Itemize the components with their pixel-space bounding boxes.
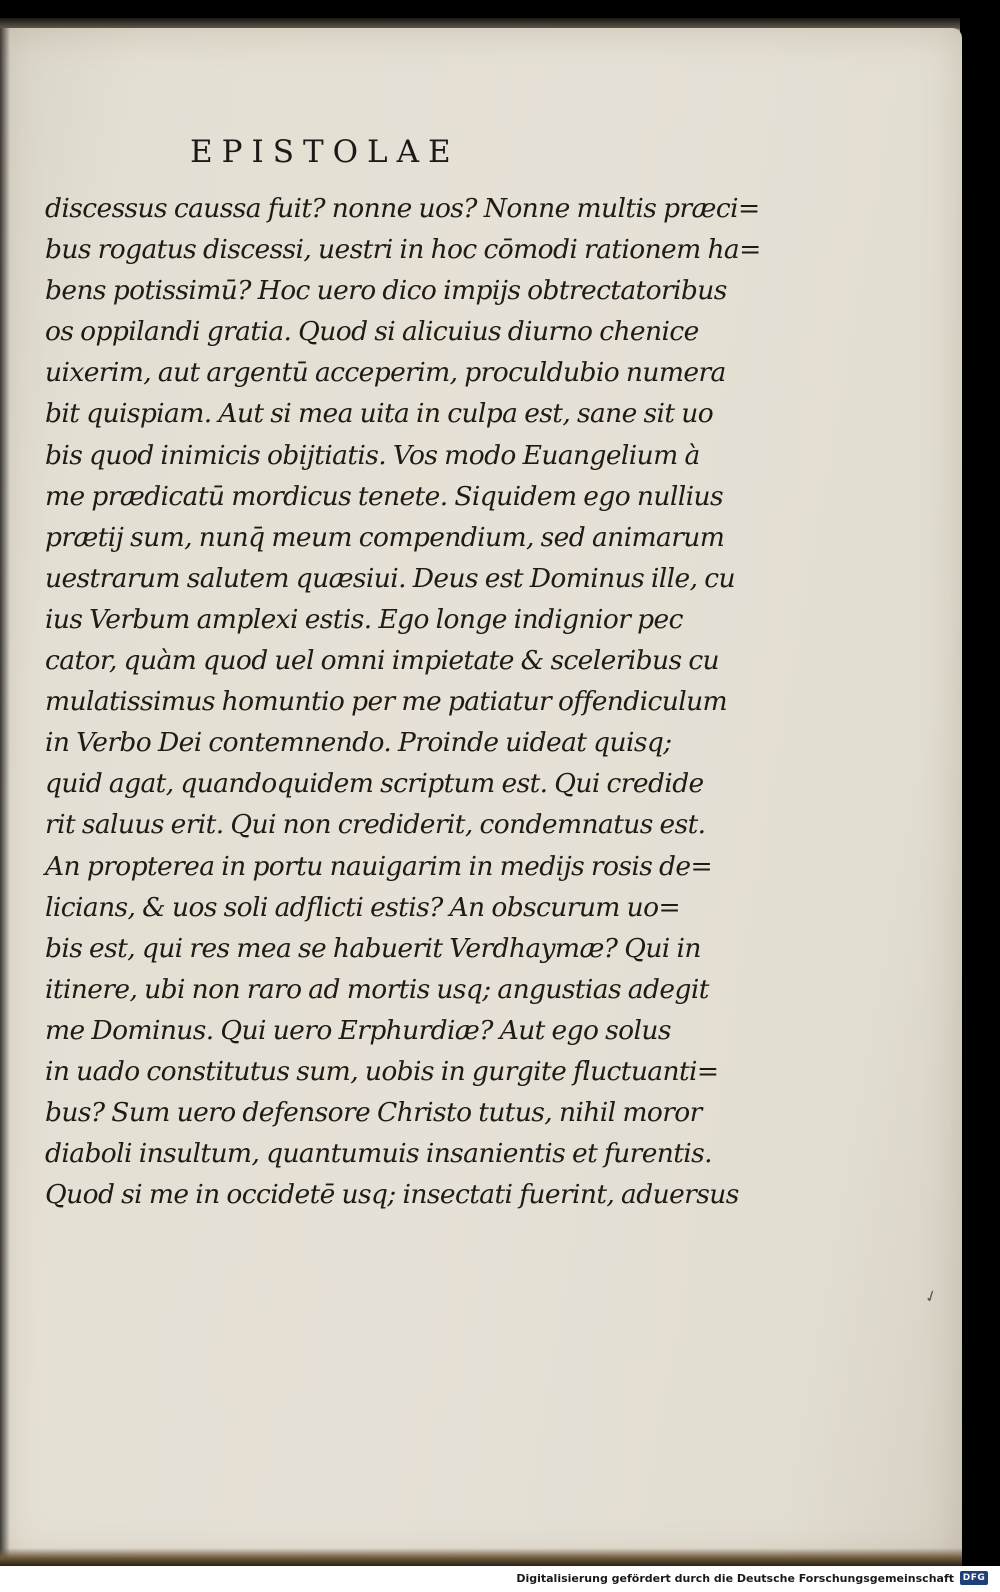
text-line: prætij sum, nunq̄ meum compendium, sed animarum <box>45 521 725 553</box>
running-head: EPISTOLAE <box>190 134 460 170</box>
text-line: licians, & uos soli adflicti estis? An obscurum uo= <box>45 891 681 923</box>
digitization-credit: Digitalisierung gefördert durch die Deutsche Forschungsgemeinschaft <box>516 1572 954 1585</box>
dfg-logo-icon: DFG <box>960 1571 988 1585</box>
text-line: diaboli insultum, quantumuis insanientis et furentis. <box>45 1138 712 1170</box>
text-line: in uado constitutus sum, uobis in gurgite fluctuanti= <box>45 1055 719 1087</box>
text-line: bit quispiam. Aut si mea uita in culpa est, sane sit uo <box>45 398 714 430</box>
page-bottom-edge <box>0 1548 962 1566</box>
binding-shadow <box>0 28 10 1562</box>
text-line: bus rogatus discessi, uestri in hoc cōmodi rationem ha= <box>45 234 761 266</box>
text-line: uixerim, aut argentū acceperim, proculdubio numera <box>45 357 726 389</box>
text-line: Quod si me in occidetē usq; insectati fuerint, aduersus <box>45 1179 739 1211</box>
text-line: bus? Sum uero defensore Christo tutus, nihil moror <box>45 1097 702 1129</box>
text-line: mulatissimus homuntio per me patiatur offendiculum <box>45 686 728 718</box>
text-line: rit saluus erit. Qui non crediderit, condemnatus est. <box>45 809 706 841</box>
text-line: in Verbo Dei contemnendo. Proinde uideat quisq; <box>45 727 672 759</box>
text-line: cator, quàm quod uel omni impietate & sceleribus cu <box>45 645 720 677</box>
text-line: me Dominus. Qui uero Erphurdiæ? Aut ego solus <box>45 1014 671 1046</box>
text-line: An propterea in portu nauigarim in medijs rosis de= <box>45 850 713 882</box>
text-line: itinere, ubi non raro ad mortis usq; angustias adegit <box>45 973 709 1005</box>
ink-mark-icon: ✓ <box>921 1285 941 1308</box>
text-line: uestrarum salutem quæsiui. Deus est Dominus ille, cu <box>45 562 735 594</box>
text-line: me prædicatū mordicus tenete. Siquidem ego nullius <box>45 480 723 512</box>
body-text <box>45 188 761 1215</box>
text-line: os oppilandi gratia. Quod si alicuius diurno chenice <box>45 316 699 348</box>
text-line: bis est, qui res mea se habuerit Verdhaymæ? Qui in <box>45 932 701 964</box>
text-line: bens potissimū? Hoc uero dico impijs obtrectatoribus <box>45 275 727 307</box>
text-line: discessus caussa fuit? nonne uos? Nonne multis præci= <box>45 193 760 224</box>
text-line: bis quod inimicis obijtiatis. Vos modo Euangelium à <box>45 439 700 471</box>
text-line: quid agat, quandoquidem scriptum est. Qui credide <box>45 768 704 800</box>
text-line: ius Verbum amplexi estis. Ego longe indignior pec <box>45 603 683 635</box>
